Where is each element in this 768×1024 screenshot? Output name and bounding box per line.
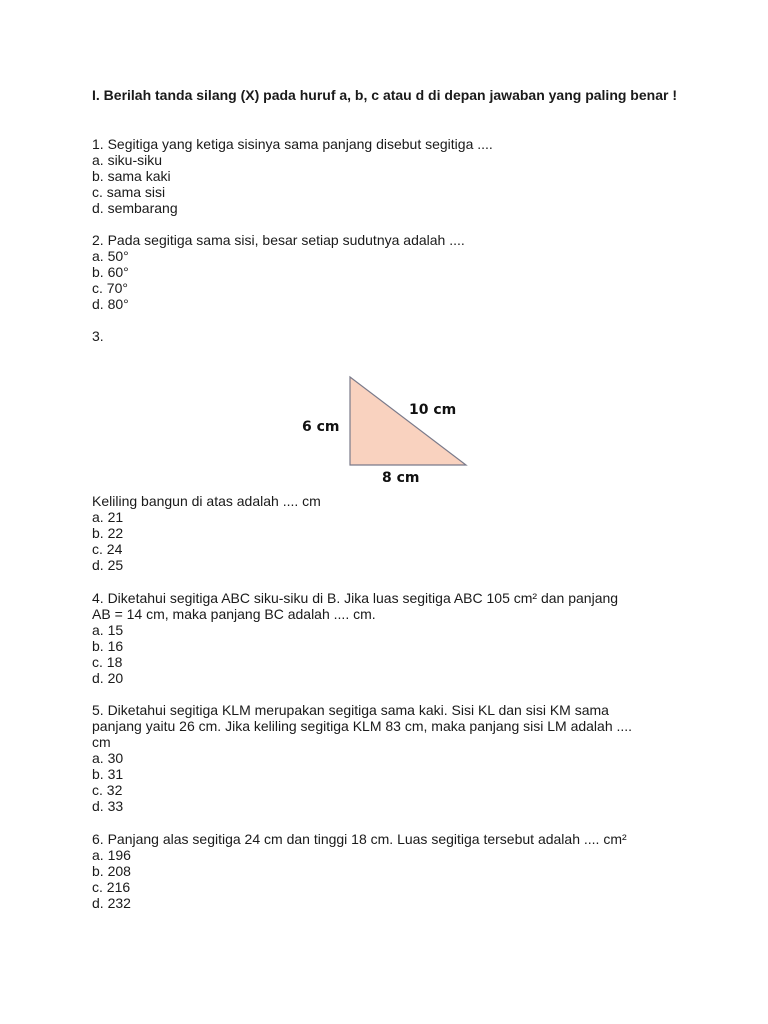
option-a: a. siku-siku xyxy=(92,152,163,168)
option-d: d. 232 xyxy=(92,895,131,911)
option-c: c. sama sisi xyxy=(92,184,166,200)
option-d: d. 20 xyxy=(92,670,124,686)
question-5 xyxy=(92,702,692,814)
bottom-side-label: 8 cm xyxy=(382,470,420,486)
hypotenuse-label: 10 cm xyxy=(409,402,457,418)
right-triangle xyxy=(350,377,466,465)
question-1 xyxy=(92,136,692,216)
option-b: b. 16 xyxy=(92,638,124,654)
option-c: c. 70° xyxy=(92,280,128,296)
left-side-label: 6 cm xyxy=(302,419,340,435)
question-text-line2: panjang yaitu 26 cm. Jika keliling segitiga KLM 83 cm, maka panjang sisi LM adalah .... xyxy=(92,718,633,734)
option-a: a. 196 xyxy=(92,847,131,863)
option-a: a. 21 xyxy=(92,509,124,525)
option-b: b. 208 xyxy=(92,863,131,879)
question-text-line1: 5. Diketahui segitiga KLM merupakan segitiga sama kaki. Sisi KL dan sisi KM sama xyxy=(92,702,609,718)
option-b: b. 31 xyxy=(92,766,124,782)
option-c: c. 24 xyxy=(92,541,123,557)
option-c: c. 32 xyxy=(92,782,123,798)
option-d: d. 25 xyxy=(92,557,124,573)
question-2 xyxy=(92,232,692,312)
question-text: 6. Panjang alas segitiga 24 cm dan tinggi 18 cm. Luas segitiga tersebut adalah .... cm² xyxy=(92,831,627,847)
triangle-svg xyxy=(295,370,475,490)
option-a: a. 50° xyxy=(92,248,129,264)
option-c: c. 216 xyxy=(92,879,131,895)
question-text-line1: 4. Diketahui segitiga ABC siku-siku di B. Jika luas segitiga ABC 105 cm² dan panjang xyxy=(92,590,619,606)
question-text: 1. Segitiga yang ketiga sisinya sama panjang disebut segitiga .... xyxy=(92,136,493,152)
right-triangle-figure xyxy=(295,370,475,490)
instruction-heading: I. Berilah tanda silang (X) pada huruf a, b, c atau d di depan jawaban yang paling benar ! xyxy=(92,87,677,103)
option-d: d. 80° xyxy=(92,296,129,312)
option-a: a. 15 xyxy=(92,622,124,638)
option-b: b. 60° xyxy=(92,264,129,280)
question-6 xyxy=(92,831,692,911)
question-text-line2: AB = 14 cm, maka panjang BC adalah .... cm. xyxy=(92,606,376,622)
question-text-line3: cm xyxy=(92,734,111,750)
question-3 xyxy=(92,493,692,573)
question-number: 3. xyxy=(92,328,104,344)
option-a: a. 30 xyxy=(92,750,124,766)
option-b: b. 22 xyxy=(92,525,124,541)
option-d: d. sembarang xyxy=(92,200,178,216)
option-c: c. 18 xyxy=(92,654,123,670)
question-text: 2. Pada segitiga sama sisi, besar setiap sudutnya adalah .... xyxy=(92,232,465,248)
question-3-number xyxy=(92,328,692,344)
option-b: b. sama kaki xyxy=(92,168,171,184)
option-d: d. 33 xyxy=(92,798,124,814)
question-text: Keliling bangun di atas adalah .... cm xyxy=(92,493,321,509)
question-4 xyxy=(92,590,692,686)
